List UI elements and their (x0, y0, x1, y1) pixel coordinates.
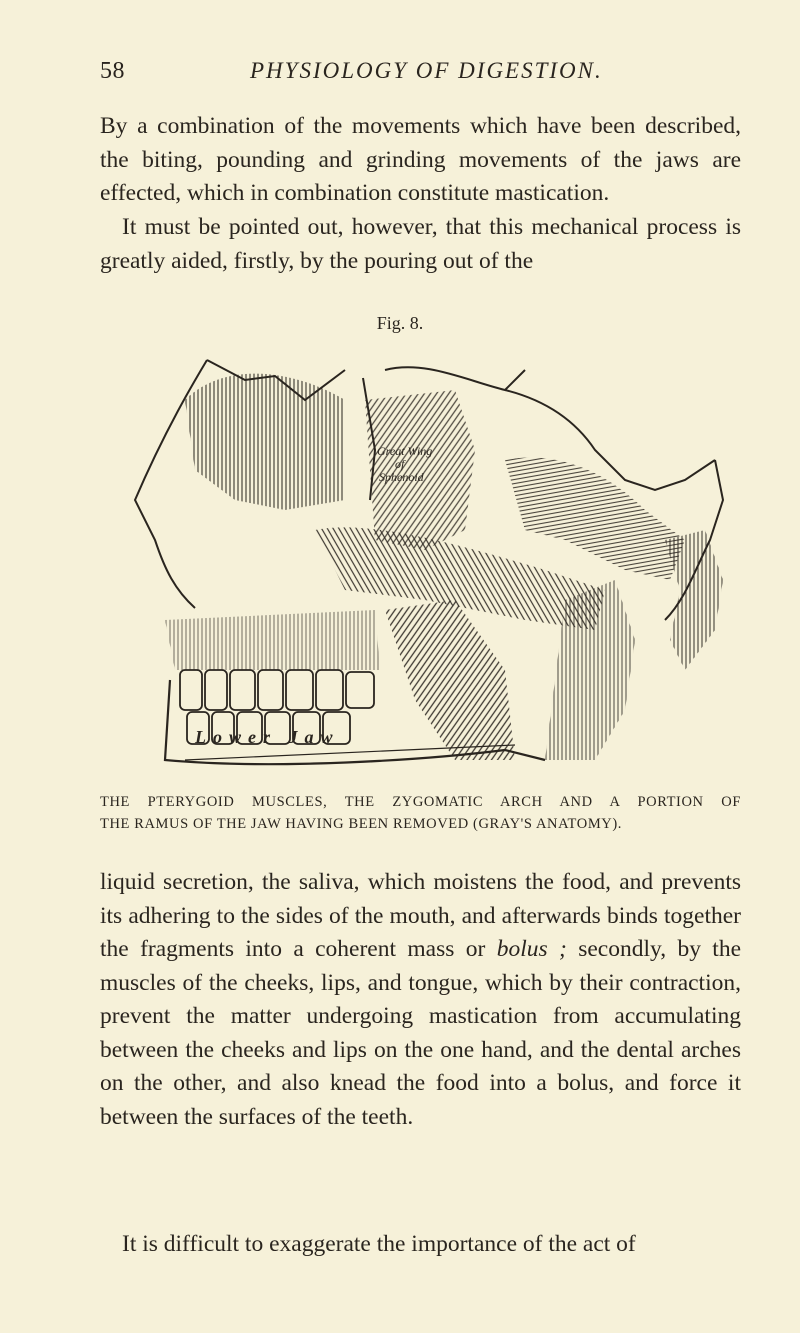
label-of: of (395, 457, 405, 471)
paragraph-importance-text: It is difficult to exaggerate the importance of the act of (122, 1231, 636, 1257)
figure-pterygoid-muscles (125, 340, 725, 770)
paragraph-mechanical-process-text: It must be pointed out, however, that this mechanical process is greatly aided, firstly, by the pouring out of the (100, 214, 741, 274)
figure-caption (100, 791, 741, 835)
caption-line-1: THE PTERYGOID MUSCLES, THE ZYGOMATIC ARCH AND A PORTION OF (100, 794, 741, 810)
zygomatic-stub (505, 457, 685, 580)
paragraph-saliva-text-1: liquid secretion, the saliva, which moistens the food, and prevents its adhering to the sides of the mouth, and afterwards binds together the fragments into a coherent mass or (100, 869, 741, 962)
bolus-italic: bolus ; (496, 936, 567, 962)
running-title: PHYSIOLOGY OF DIGESTION. (250, 58, 603, 83)
internal-pterygoid-muscle (385, 600, 515, 760)
maxilla (165, 610, 380, 670)
condyle-right (665, 530, 723, 670)
paragraph-saliva-text-2: secondly, by the muscles of the cheeks, lips, and tongue, which by their contraction, prevent the matter undergoing mastication from accumulating between the cheeks and lips on the one hand, and the dental arches on the other, and also knead the food into a bolus, and force it between the surfaces of the teeth. (100, 936, 742, 1130)
upper-teeth (180, 670, 374, 710)
label-sphenoid: Sphenoid (379, 470, 424, 484)
caption-line-2: THE RAMUS OF THE JAW HAVING BEEN REMOVED (GRAY'S ANATOMY). (100, 816, 623, 832)
paragraph-saliva (100, 866, 741, 1134)
paragraph-mastication: By a combination of the movements which have been described, the biting, pounding and grinding movements of the jaws are effected, which in combination constitute mastication. (100, 113, 741, 206)
label-great-wing: Great Wing (377, 444, 433, 458)
label-lower-jaw: Lower Jaw (195, 727, 340, 747)
paragraph-importance (100, 1228, 741, 1262)
figure-label: Fig. 8. (376, 313, 424, 333)
paragraph-mechanical-process (100, 211, 741, 278)
orbit-region (185, 374, 345, 510)
running-head (100, 58, 740, 88)
page-number: 58 (100, 58, 125, 84)
